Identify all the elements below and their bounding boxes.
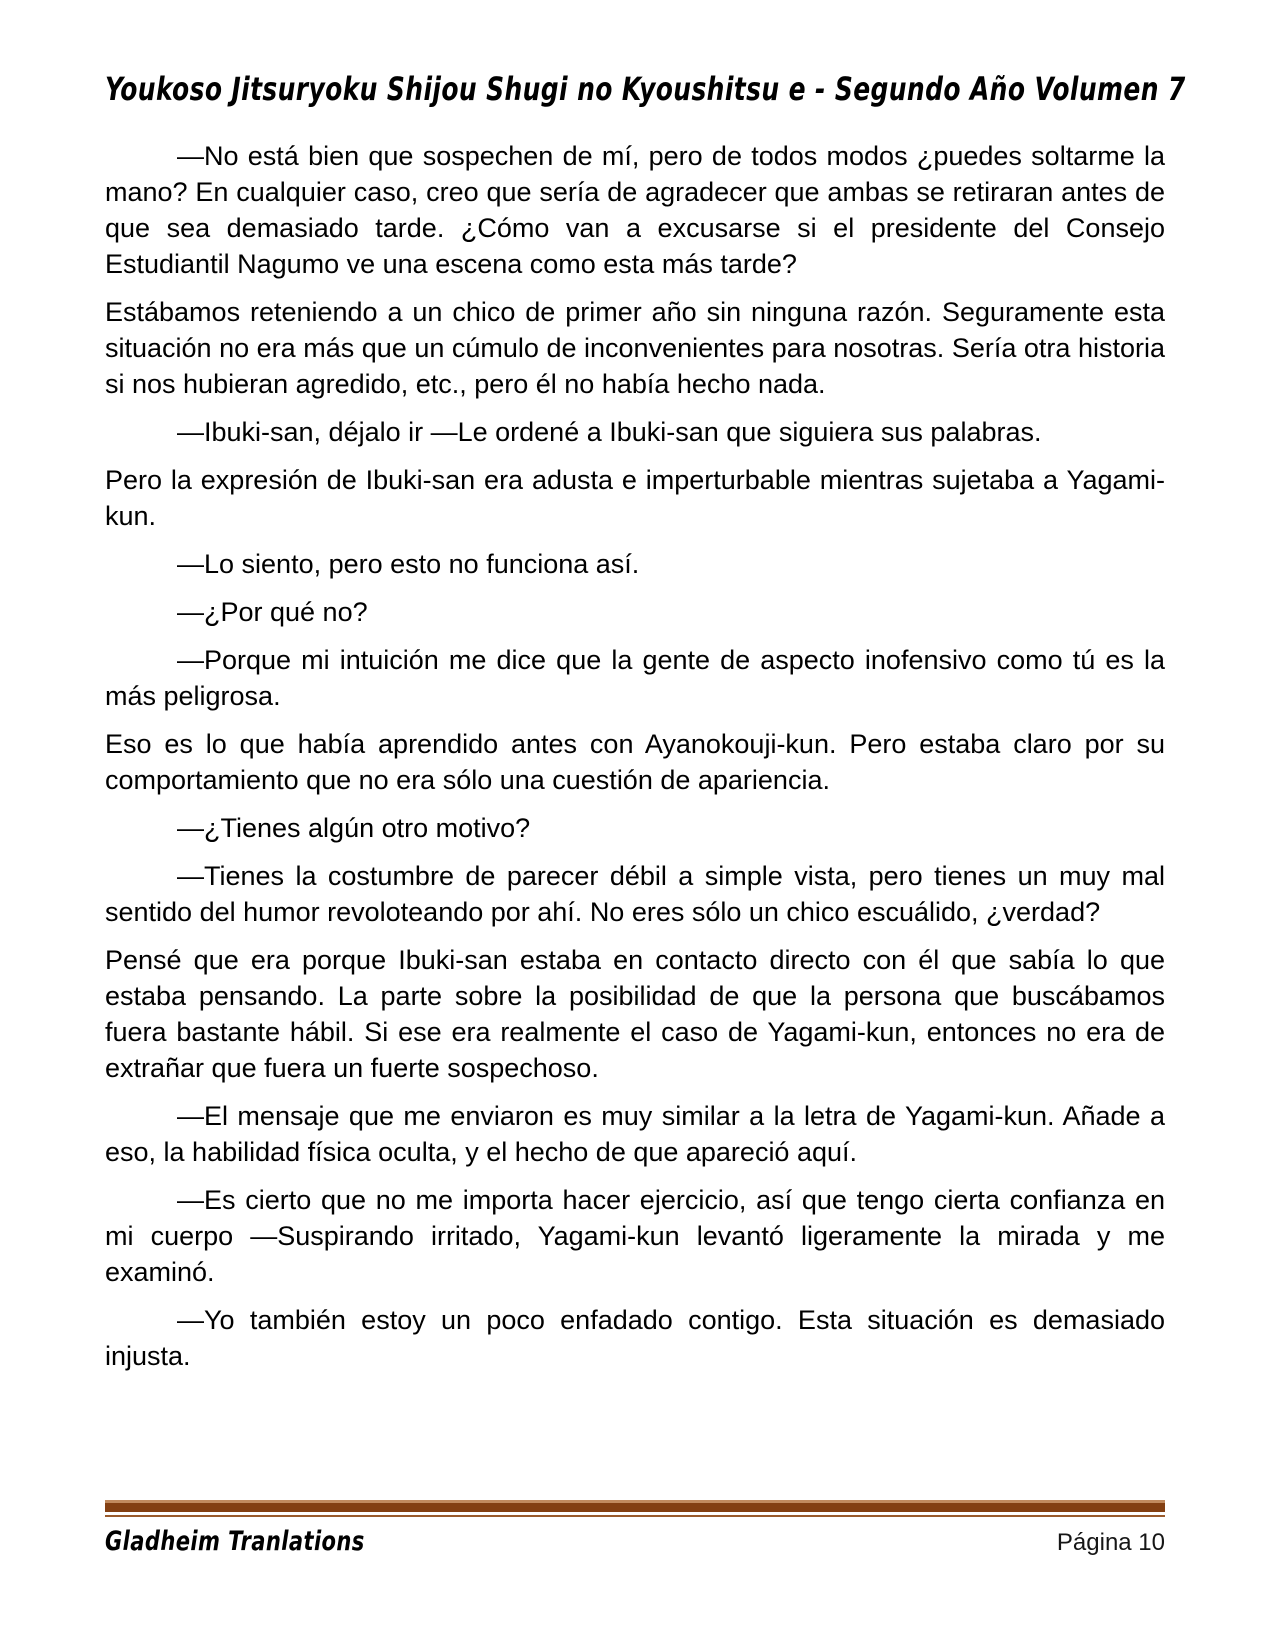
body-paragraph: Estábamos reteniendo a un chico de primer año sin ninguna razón. Seguramente esta situación no era más que un cúmulo de inconvenientes para nosotras. Sería otra historia si nos hubieran agredido, etc., pero él no había hecho nada. [105,297,1165,399]
page-number: Página 10 [1056,1529,1165,1556]
footer-row [105,1526,1165,1557]
footer-rule-thick-line [105,1503,1165,1512]
body-paragraph: —El mensaje que me enviaron es muy similar a la letra de Yagami-kun. Añade a eso, la habilidad física oculta, y el hecho de que apareció aquí. [105,1101,1165,1167]
footer-rule [105,1500,1165,1517]
footer-brand-text: Gladheim Tranlations [105,1526,365,1557]
body-paragraph: —Lo siento, pero esto no funciona así. [177,549,640,579]
body-paragraph: —No está bien que sospechen de mí, pero de todos modos ¿puedes soltarme la mano? En cualquier caso, creo que sería de agradecer que ambas se retiraran antes de que sea demasiado tarde. ¿Cómo van a excusarse si el presidente del Consejo Estudiantil Nagumo ve una escena como esta más tarde? [105,141,1165,279]
body-paragraph: —¿Tienes algún otro motivo? [177,813,531,843]
page-footer [105,1500,1165,1557]
body-paragraph: —Yo también estoy un poco enfadado contigo. Esta situación es demasiado injusta. [105,1305,1165,1371]
page-header [105,70,1186,108]
body-paragraph: Pensé que era porque Ibuki-san estaba en contacto directo con él que sabía lo que estaba pensando. La parte sobre la posibilidad de que la persona que buscábamos fuera bastante hábil. Si ese era realmente el caso de Yagami-kun, entonces no era de extrañar que fuera un fuerte sospechoso. [105,945,1165,1083]
body-paragraph: —¿Por qué no? [177,597,368,627]
body-paragraph: —Es cierto que no me importa hacer ejercicio, así que tengo cierta confianza en mi cuerpo —Suspirando irritado, Yagami-kun levantó ligeramente la mirada y me examinó. [105,1185,1165,1287]
page-header-title: Youkoso Jitsuryoku Shijou Shugi no Kyoushitsu e - Segundo Año Volumen 7 [105,70,1186,108]
body-text [105,138,1165,1386]
body-paragraph: —Tienes la costumbre de parecer débil a simple vista, pero tienes un muy mal sentido del humor revoloteando por ahí. No eres sólo un chico escuálido, ¿verdad? [105,861,1165,927]
body-paragraph: Pero la expresión de Ibuki-san era adusta e imperturbable mientras sujetaba a Yagami-kun. [105,465,1165,531]
footer-brand [105,1526,438,1557]
body-paragraph: —Porque mi intuición me dice que la gente de aspecto inofensivo como tú es la más peligrosa. [105,645,1165,711]
body-paragraph: —Ibuki-san, déjalo ir —Le ordené a Ibuki-san que siguiera sus palabras. [177,417,1042,447]
body-paragraph: Eso es lo que había aprendido antes con Ayanokouji-kun. Pero estaba claro por su comportamiento que no era sólo una cuestión de apariencia. [105,729,1165,795]
footer-rule-thin-line [105,1515,1165,1517]
